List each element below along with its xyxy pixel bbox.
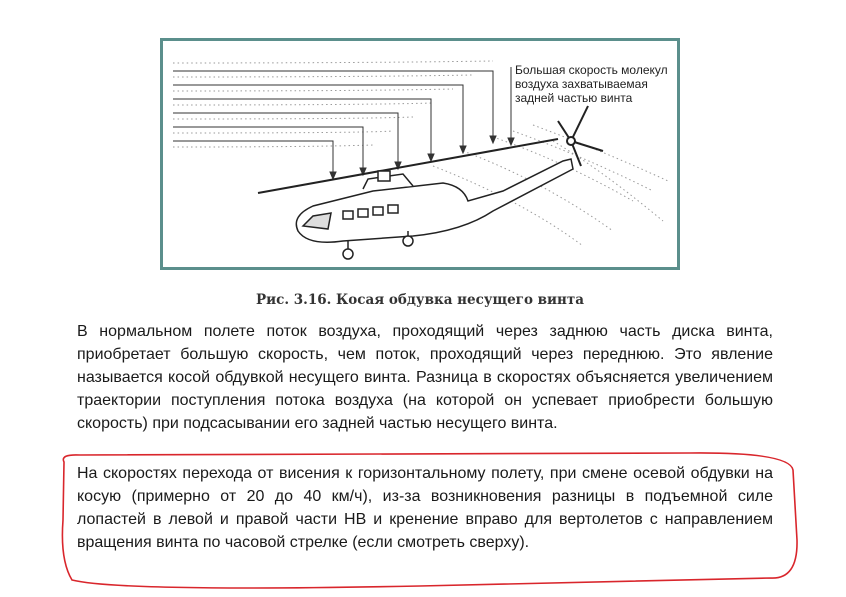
paragraph-1: В нормальном полете поток воздуха, проходящий через заднюю часть диска винта, приобретает большую скорость, чем поток, проходящий через переднюю. Это явление называется косой обдувкой несущего винта. Разница в скоростях объясняется увеличением траектории поступления потока воздуха (на которой он успевает приобрести большую скорость) при подсасывании его задней частью несущего винта. <box>77 323 773 432</box>
paragraph-2-highlighted: На скоростях перехода от висения к горизонтальному полету, при смене осевой обдувки на косую (примерно от 20 до 40 км/ч), из-за возникновения разницы в подъемной силе лопастей в левой и правой части НВ и кренение вправо для вертолетов с направлением вращения винта по часовой стрелке (если смотреть сверху). <box>77 465 773 551</box>
figure-caption: Рис. 3.16. Косая обдувка несущего винта <box>255 292 585 308</box>
callout-line: задней частью винта <box>515 91 633 105</box>
callout-line: воздуха захватываемая <box>515 77 648 91</box>
callout-line: Большая скорость молекул <box>515 63 668 77</box>
